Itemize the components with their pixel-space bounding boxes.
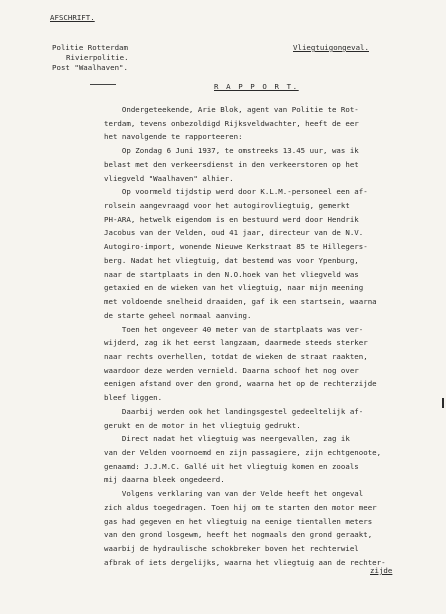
body-line: mij daarna bleek ongedeerd. xyxy=(104,475,225,485)
body-line: waarbij de hydraulische schokbreker boven het rechterwiel xyxy=(104,544,359,554)
body-line: terdam, tevens onbezoldigd Rijksveldwachter, heeft de eer xyxy=(104,118,359,128)
body-line: Volgens verklaring van van der Velde heeft het ongeval xyxy=(104,489,364,499)
body-line: Direct nadat het vliegtuig was neergevallen, zag ik xyxy=(104,434,350,444)
body-line: bleef liggen. xyxy=(104,393,163,403)
body-line: zich aldus toegedragen. Toen hij om te starten den motor meer xyxy=(104,502,377,512)
body-line: gas had gegeven en het vliegtuig na eenige tientallen meters xyxy=(104,516,373,526)
body-line: vliegveld "Waalhaven" alhier. xyxy=(104,173,234,183)
org-line-2: Rivierpolitie. xyxy=(66,53,129,62)
body-line: Op voormeld tijdstip werd door K.L.M.-personeel een af- xyxy=(104,187,368,197)
body-line: berg. Nadat het vliegtuig, dat bestemd was voor Ypenburg, xyxy=(104,255,359,265)
subject-heading: Vliegtuigongeval. xyxy=(293,43,369,52)
body-line: Autogiro-import, wonende Nieuwe Kerkstraat 85 te Hillegers- xyxy=(104,242,368,252)
body-line: waardoor deze werden vernield. Daarna schoof het nog over xyxy=(104,365,359,375)
body-line: Daarbij werden ook het landingsgestel gedeeltelijk af- xyxy=(104,406,364,416)
body-line: Ondergeteekende, Arie Blok, agent van Politie te Rot- xyxy=(104,105,359,114)
body-line: van der Velden voornoemd en zijn passagiere, zijn echtgenoote, xyxy=(104,448,382,457)
page-edge-mark xyxy=(442,398,444,408)
body-line: Toen het ongeveer 40 meter van de startplaats was ver- xyxy=(104,324,364,334)
body-line: wijderd, zag ik het eerst langzaam, daarmede steeds sterker xyxy=(104,338,368,348)
body-line: de starte geheel normaal aanving. xyxy=(104,310,252,320)
body-line: van den grond losgewm, heeft het nogmaals den grond geraakt, xyxy=(104,530,373,540)
continuation-word: zijde xyxy=(370,566,393,575)
report-title: R A P P O R T. xyxy=(214,82,299,91)
org-line-3: Post "Waalhaven". xyxy=(52,63,128,72)
body-line: genaamd: J.J.M.C. Gallé uit het vliegtuig komen en zooals xyxy=(104,461,359,471)
body-line: Op Zondag 6 Juni 1937, te omstreeks 13.45 uur, was ik xyxy=(104,146,359,156)
header-rule xyxy=(90,84,116,85)
body-line: rolsein aangevraagd voor het autogirovliegtuig, gemerkt xyxy=(104,201,350,211)
afschrift-label: AFSCHRIFT. xyxy=(50,13,95,22)
body-line: afbrak of iets dergelijks, waarna het vliegtuig aan de rechter- xyxy=(104,557,386,567)
body-line: PH-ARA, hetwelk eigendom is en bestuurd werd door Hendrik xyxy=(104,214,359,224)
body-line: het navolgende te rapporteeren: xyxy=(104,132,243,142)
body-line: getaxied en de wieken van het vliegtuig, naar mijn meening xyxy=(104,283,364,293)
body-line: met voldoende snelheid draaiden, gaf ik een startsein, waarna xyxy=(104,297,377,307)
body-line: naar rechts overhellen, totdat de wieken de straat raakten, xyxy=(104,351,368,361)
body-line: Jacobus van der Velden, oud 41 jaar, directeur van de N.V. xyxy=(104,228,364,238)
body-line: naar de startplaats in den N.O.hoek van het vliegveld was xyxy=(104,269,359,279)
body-line: eenigen afstand over den grond, waarna het op de rechterzijde xyxy=(104,379,377,389)
org-line-1: Politie Rotterdam xyxy=(52,43,128,52)
body-line: gerukt en de motor in het vliegtuig gedrukt. xyxy=(104,420,301,430)
body-line: belast met den verkeersdienst in den verkeerstoren op het xyxy=(104,159,359,169)
